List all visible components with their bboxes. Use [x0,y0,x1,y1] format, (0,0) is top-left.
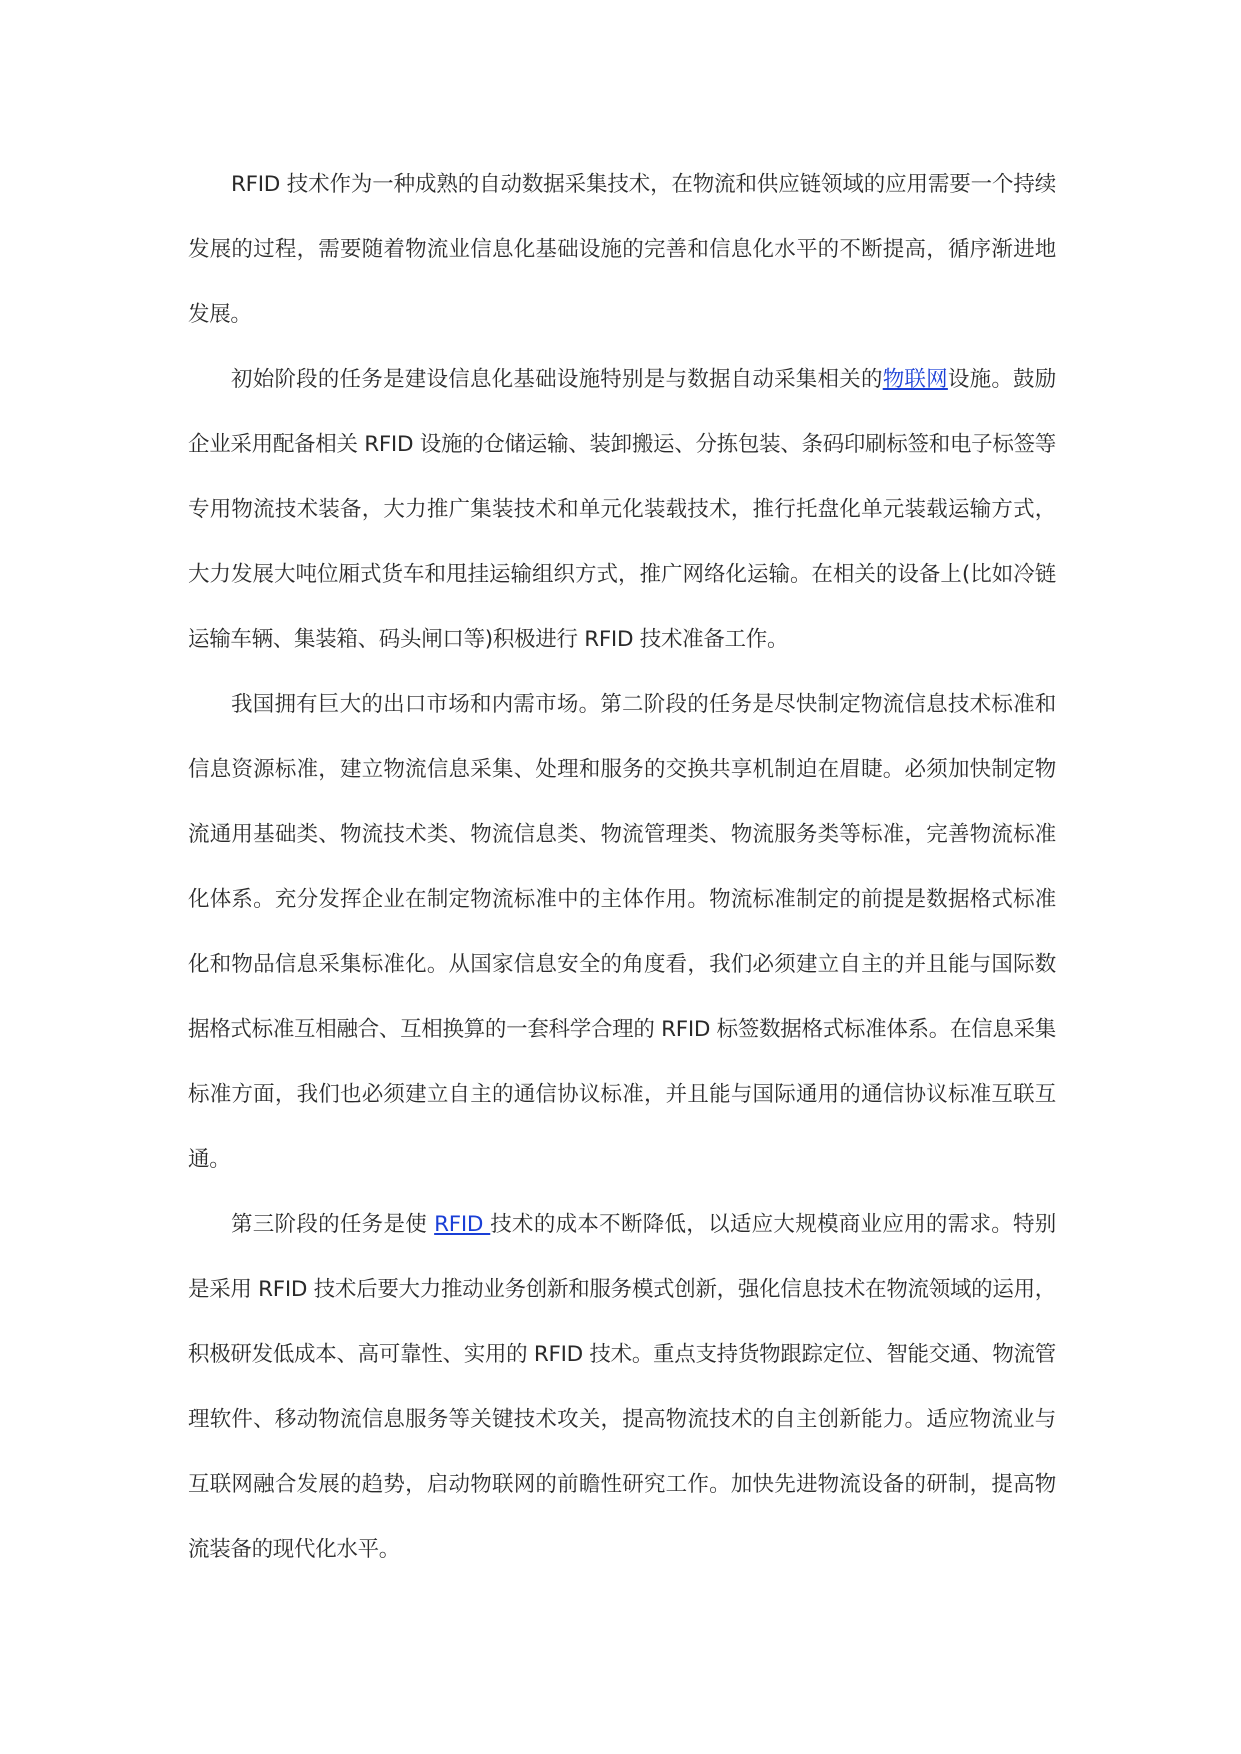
paragraph-intro: RFID 技术作为一种成熟的自动数据采集技术，在物流和供应链领域的应用需要一个持续发展的过程，需要随着物流业信息化基础设施的完善和信息化水平的不断提高，循序渐进地发展。 [188,172,1056,327]
paragraph-stage-one-text-after: 设施。鼓励企业采用配备相关 RFID 设施的仓储运输、装卸搬运、分拣包装、条码印刷标签和电子标签等专用物流技术装备，大力推广集装技术和单元化装载技术，推行托盘化单元装载运输方式，大力发展大吨位厢式货车和甩挂运输组织方式，推广网络化运输。在相关的设备上(比如冷链运输车辆、集装箱、码头闸口等)积极进行 RFID 技术准备工作。 [188,367,1056,652]
iot-link[interactable]: 物联网 [882,367,948,392]
paragraph-stage-one-text-before: 初始阶段的任务是建设信息化基础设施特别是与数据自动采集相关的 [231,367,883,392]
rfid-link[interactable]: RFID [434,1212,491,1237]
paragraph-stage-two: 我国拥有巨大的出口市场和内需市场。第二阶段的任务是尽快制定物流信息技术标准和信息资源标准，建立物流信息采集、处理和服务的交换共享机制迫在眉睫。必须加快制定物流通用基础类、物流技术类、物流信息类、物流管理类、物流服务类等标准，完善物流标准化体系。充分发挥企业在制定物流标准中的主体作用。物流标准制定的前提是数据格式标准化和物品信息采集标准化。从国家信息安全的角度看，我们必须建立自主的并且能与国际数据格式标准互相融合、互相换算的一套科学合理的 RFID 标签数据格式标准体系。在信息采集标准方面，我们也必须建立自主的通信协议标准，并且能与国际通用的通信协议标准互联互通。 [188,692,1056,1172]
paragraph-stage-three [188,1192,1056,1582]
paragraph-stage-one [188,347,1056,672]
paragraph-stage-three-text-after: 技术的成本不断降低，以适应大规模商业应用的需求。特别是采用 RFID 技术后要大力推动业务创新和服务模式创新，强化信息技术在物流领域的运用，积极研发低成本、高可靠性、实用的 RFID 技术。重点支持货物跟踪定位、智能交通、物流管理软件、移动物流信息服务等关键技术攻关，提高物流技术的自主创新能力。适应物流业与互联网融合发展的趋势，启动物联网的前瞻性研究工作。加快先进物流设备的研制，提高物流装备的现代化水平。 [188,1212,1057,1562]
paragraph-stage-three-text-before: 第三阶段的任务是使 [231,1212,435,1237]
document-body [188,152,1056,1582]
